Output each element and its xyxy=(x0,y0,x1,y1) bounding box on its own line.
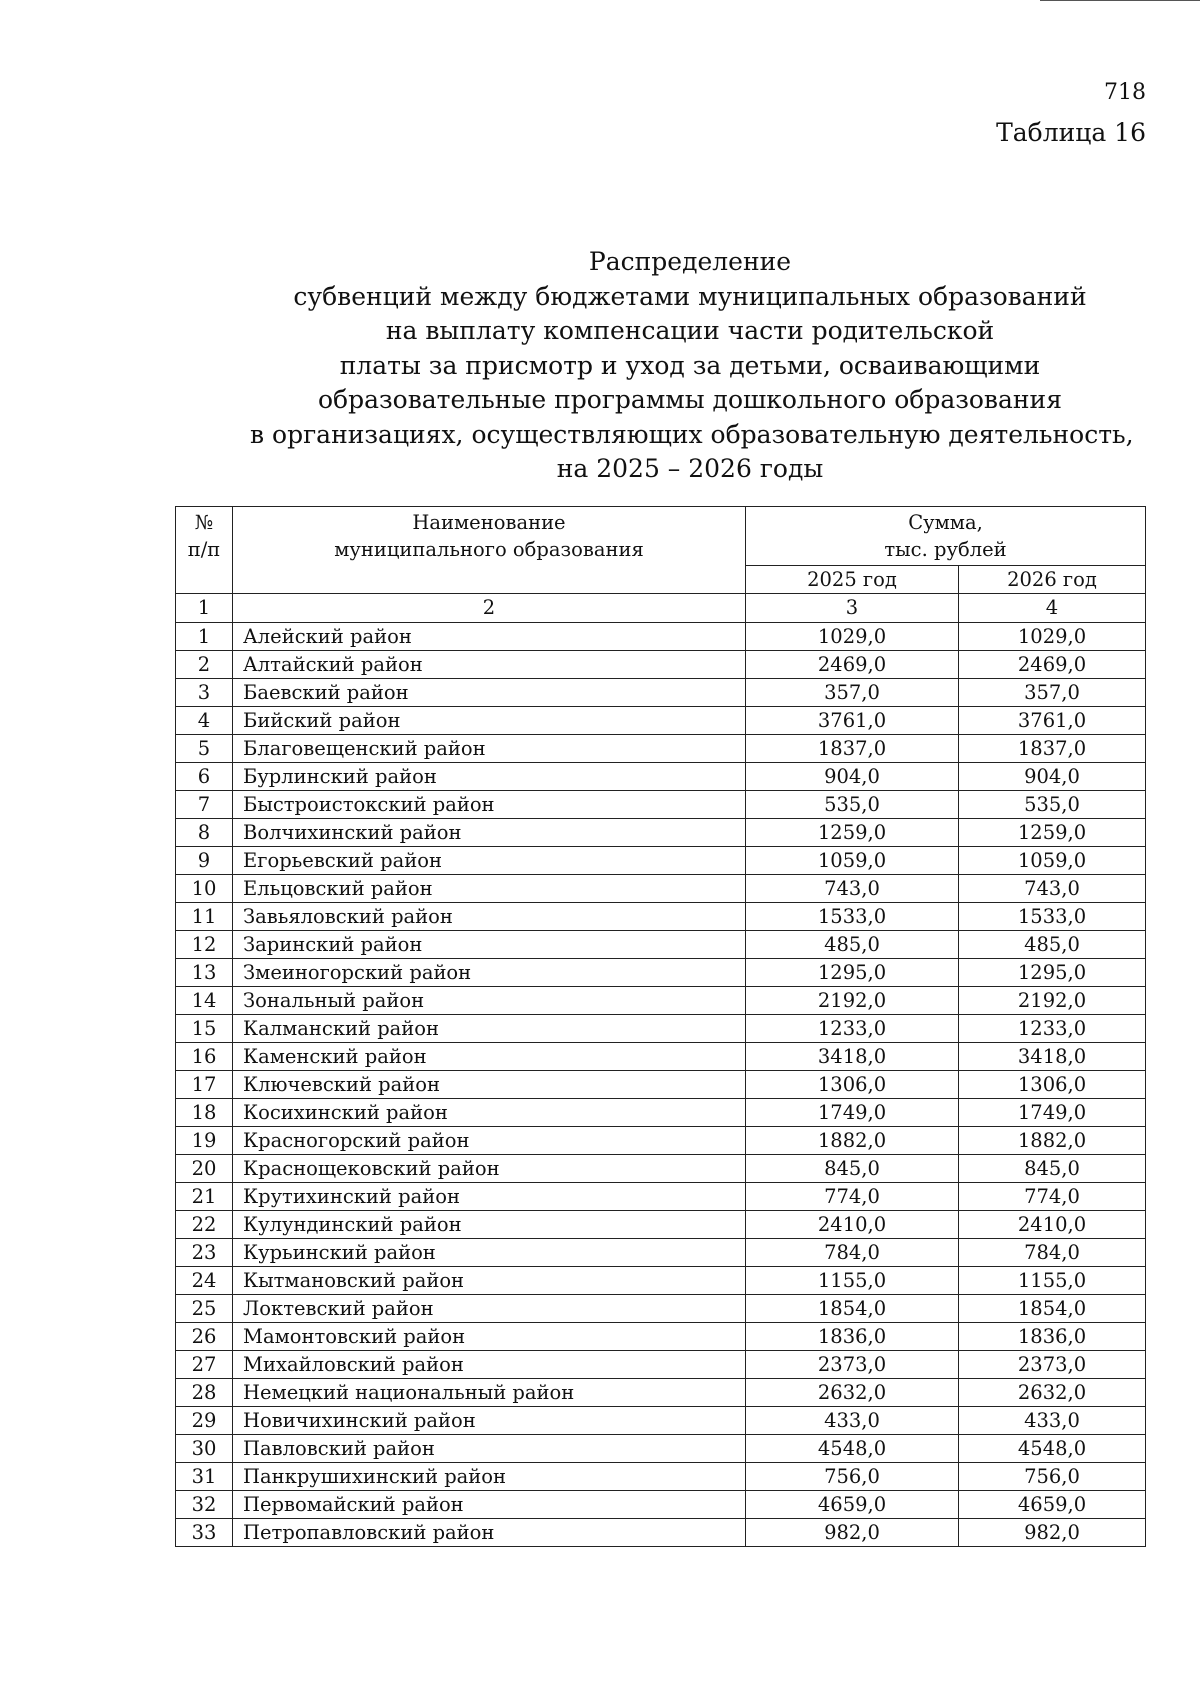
row-number: 2 xyxy=(176,651,233,679)
row-sum-2025: 845,0 xyxy=(746,1155,959,1183)
row-number: 3 xyxy=(176,679,233,707)
row-number: 13 xyxy=(176,959,233,987)
row-municipality-name: Баевский район xyxy=(233,679,746,707)
table-row xyxy=(176,1295,1146,1323)
table-row xyxy=(176,735,1146,763)
header-row-number-line2: п/п xyxy=(187,538,221,561)
row-sum-2026: 433,0 xyxy=(959,1407,1146,1435)
heading-line: на 2025 – 2026 годы xyxy=(556,454,824,483)
row-municipality-name: Курьинский район xyxy=(233,1239,746,1267)
top-edge-rule xyxy=(1040,0,1200,1)
row-sum-2025: 2373,0 xyxy=(746,1351,959,1379)
row-sum-2025: 1259,0 xyxy=(746,819,959,847)
table-row xyxy=(176,1099,1146,1127)
table-row xyxy=(176,1463,1146,1491)
row-number: 18 xyxy=(176,1099,233,1127)
row-municipality-name: Кытмановский район xyxy=(233,1267,746,1295)
row-municipality-name: Бурлинский район xyxy=(233,763,746,791)
row-sum-2026: 1059,0 xyxy=(959,847,1146,875)
row-sum-2026: 904,0 xyxy=(959,763,1146,791)
header-name-line2: муниципального образования xyxy=(334,538,644,561)
table-row xyxy=(176,1183,1146,1211)
row-sum-2025: 535,0 xyxy=(746,791,959,819)
row-sum-2026: 2192,0 xyxy=(959,987,1146,1015)
row-municipality-name: Кулундинский район xyxy=(233,1211,746,1239)
header-sum xyxy=(746,507,1146,566)
row-municipality-name: Краснощековский район xyxy=(233,1155,746,1183)
table-row xyxy=(176,987,1146,1015)
heading-line: Распределение xyxy=(588,247,792,276)
row-sum-2025: 1749,0 xyxy=(746,1099,959,1127)
row-sum-2025: 1882,0 xyxy=(746,1127,959,1155)
row-number: 21 xyxy=(176,1183,233,1211)
row-sum-2026: 4659,0 xyxy=(959,1491,1146,1519)
row-sum-2026: 2410,0 xyxy=(959,1211,1146,1239)
row-number: 27 xyxy=(176,1351,233,1379)
table-row xyxy=(176,1155,1146,1183)
row-sum-2026: 1155,0 xyxy=(959,1267,1146,1295)
row-sum-2025: 743,0 xyxy=(746,875,959,903)
table-row xyxy=(176,1015,1146,1043)
column-number-2: 2 xyxy=(233,594,746,623)
row-sum-2025: 982,0 xyxy=(746,1519,959,1547)
row-number: 4 xyxy=(176,707,233,735)
row-municipality-name: Завьяловский район xyxy=(233,903,746,931)
row-number: 14 xyxy=(176,987,233,1015)
row-sum-2026: 1533,0 xyxy=(959,903,1146,931)
table-row xyxy=(176,1491,1146,1519)
table-body xyxy=(176,623,1146,1547)
row-sum-2026: 1306,0 xyxy=(959,1071,1146,1099)
table-row xyxy=(176,1323,1146,1351)
row-sum-2025: 357,0 xyxy=(746,679,959,707)
row-sum-2026: 774,0 xyxy=(959,1183,1146,1211)
row-number: 10 xyxy=(176,875,233,903)
row-sum-2026: 743,0 xyxy=(959,875,1146,903)
row-sum-2026: 784,0 xyxy=(959,1239,1146,1267)
row-sum-2026: 1029,0 xyxy=(959,623,1146,651)
document-heading xyxy=(250,245,1134,487)
row-municipality-name: Каменский район xyxy=(233,1043,746,1071)
row-sum-2026: 1259,0 xyxy=(959,819,1146,847)
table-row xyxy=(176,959,1146,987)
row-number: 7 xyxy=(176,791,233,819)
row-sum-2025: 2192,0 xyxy=(746,987,959,1015)
row-sum-2026: 357,0 xyxy=(959,679,1146,707)
row-municipality-name: Зональный район xyxy=(233,987,746,1015)
row-sum-2026: 485,0 xyxy=(959,931,1146,959)
row-number: 24 xyxy=(176,1267,233,1295)
table-row xyxy=(176,931,1146,959)
row-number: 26 xyxy=(176,1323,233,1351)
table-row xyxy=(176,1435,1146,1463)
row-municipality-name: Михайловский район xyxy=(233,1351,746,1379)
row-municipality-name: Волчихинский район xyxy=(233,819,746,847)
row-number: 11 xyxy=(176,903,233,931)
row-municipality-name: Калманский район xyxy=(233,1015,746,1043)
row-municipality-name: Змеиногорский район xyxy=(233,959,746,987)
table-row xyxy=(176,707,1146,735)
row-municipality-name: Алейский район xyxy=(233,623,746,651)
row-sum-2026: 756,0 xyxy=(959,1463,1146,1491)
row-number: 25 xyxy=(176,1295,233,1323)
row-sum-2026: 535,0 xyxy=(959,791,1146,819)
table-row xyxy=(176,1071,1146,1099)
table-row xyxy=(176,875,1146,903)
row-sum-2026: 2373,0 xyxy=(959,1351,1146,1379)
row-sum-2025: 1295,0 xyxy=(746,959,959,987)
row-sum-2025: 1533,0 xyxy=(746,903,959,931)
row-sum-2025: 3761,0 xyxy=(746,707,959,735)
table-row xyxy=(176,847,1146,875)
row-number: 1 xyxy=(176,623,233,651)
row-number: 31 xyxy=(176,1463,233,1491)
row-number: 32 xyxy=(176,1491,233,1519)
table-row xyxy=(176,1127,1146,1155)
row-sum-2026: 1233,0 xyxy=(959,1015,1146,1043)
row-number: 33 xyxy=(176,1519,233,1547)
table-row xyxy=(176,791,1146,819)
row-sum-2026: 1837,0 xyxy=(959,735,1146,763)
table-row xyxy=(176,651,1146,679)
header-year-2025: 2025 год xyxy=(746,566,959,594)
row-municipality-name: Ельцовский район xyxy=(233,875,746,903)
row-sum-2025: 1029,0 xyxy=(746,623,959,651)
row-municipality-name: Петропавловский район xyxy=(233,1519,746,1547)
row-sum-2026: 3761,0 xyxy=(959,707,1146,735)
row-number: 20 xyxy=(176,1155,233,1183)
distribution-table-wrapper xyxy=(175,506,1145,1547)
row-number: 28 xyxy=(176,1379,233,1407)
row-sum-2025: 1854,0 xyxy=(746,1295,959,1323)
row-municipality-name: Панкрушихинский район xyxy=(233,1463,746,1491)
row-sum-2025: 1233,0 xyxy=(746,1015,959,1043)
row-municipality-name: Павловский район xyxy=(233,1435,746,1463)
row-sum-2025: 2632,0 xyxy=(746,1379,959,1407)
row-sum-2025: 1836,0 xyxy=(746,1323,959,1351)
heading-line: субвенций между бюджетами муниципальных образований xyxy=(293,281,1087,311)
header-row-number-line1: № xyxy=(194,511,214,534)
column-number-3: 3 xyxy=(746,594,959,623)
row-number: 23 xyxy=(176,1239,233,1267)
row-sum-2025: 784,0 xyxy=(746,1239,959,1267)
row-sum-2025: 2469,0 xyxy=(746,651,959,679)
row-sum-2026: 982,0 xyxy=(959,1519,1146,1547)
row-sum-2026: 1854,0 xyxy=(959,1295,1146,1323)
row-sum-2025: 774,0 xyxy=(746,1183,959,1211)
table-row xyxy=(176,763,1146,791)
table-row xyxy=(176,1519,1146,1547)
table-row xyxy=(176,819,1146,847)
table-row xyxy=(176,679,1146,707)
header-name-line1: Наименование xyxy=(412,511,566,534)
row-sum-2025: 485,0 xyxy=(746,931,959,959)
header-year-2026: 2026 год xyxy=(959,566,1146,594)
heading-line: на выплату компенсации части родительской xyxy=(385,316,995,345)
table-row xyxy=(176,623,1146,651)
heading-line: в организациях, осуществляющих образовательную деятельность, xyxy=(250,419,1134,449)
row-number: 8 xyxy=(176,819,233,847)
row-municipality-name: Бийский район xyxy=(233,707,746,735)
page-number: 718 xyxy=(1104,80,1146,105)
row-municipality-name: Быстроистокский район xyxy=(233,791,746,819)
row-municipality-name: Немецкий национальный район xyxy=(233,1379,746,1407)
row-municipality-name: Косихинский район xyxy=(233,1099,746,1127)
row-sum-2025: 4548,0 xyxy=(746,1435,959,1463)
row-municipality-name: Ключевский район xyxy=(233,1071,746,1099)
row-municipality-name: Егорьевский район xyxy=(233,847,746,875)
row-sum-2025: 433,0 xyxy=(746,1407,959,1435)
row-sum-2025: 1059,0 xyxy=(746,847,959,875)
row-number: 12 xyxy=(176,931,233,959)
table-row xyxy=(176,1267,1146,1295)
row-sum-2026: 845,0 xyxy=(959,1155,1146,1183)
row-municipality-name: Крутихинский район xyxy=(233,1183,746,1211)
row-sum-2026: 1836,0 xyxy=(959,1323,1146,1351)
row-sum-2025: 756,0 xyxy=(746,1463,959,1491)
table-row xyxy=(176,1379,1146,1407)
row-sum-2025: 1155,0 xyxy=(746,1267,959,1295)
row-municipality-name: Алтайский район xyxy=(233,651,746,679)
table-row xyxy=(176,903,1146,931)
row-sum-2025: 1837,0 xyxy=(746,735,959,763)
row-sum-2025: 904,0 xyxy=(746,763,959,791)
header-municipality-name xyxy=(233,507,746,594)
row-sum-2026: 1295,0 xyxy=(959,959,1146,987)
row-sum-2026: 2632,0 xyxy=(959,1379,1146,1407)
row-number: 17 xyxy=(176,1071,233,1099)
row-number: 29 xyxy=(176,1407,233,1435)
row-number: 22 xyxy=(176,1211,233,1239)
table-row xyxy=(176,1211,1146,1239)
heading-line: платы за присмотр и уход за детьми, осваивающими xyxy=(339,350,1041,380)
table-row xyxy=(176,1043,1146,1071)
row-number: 9 xyxy=(176,847,233,875)
row-municipality-name: Первомайский район xyxy=(233,1491,746,1519)
row-sum-2025: 3418,0 xyxy=(746,1043,959,1071)
row-municipality-name: Новичихинский район xyxy=(233,1407,746,1435)
row-sum-2026: 4548,0 xyxy=(959,1435,1146,1463)
row-number: 6 xyxy=(176,763,233,791)
row-sum-2025: 1306,0 xyxy=(746,1071,959,1099)
table-label: Таблица 16 xyxy=(996,118,1146,147)
column-number-4: 4 xyxy=(959,594,1146,623)
heading-line: образовательные программы дошкольного образования xyxy=(318,385,1062,414)
header-sum-line2: тыс. рублей xyxy=(884,538,1007,561)
row-municipality-name: Локтевский район xyxy=(233,1295,746,1323)
row-sum-2026: 1749,0 xyxy=(959,1099,1146,1127)
row-number: 5 xyxy=(176,735,233,763)
header-sum-line1: Сумма, xyxy=(908,511,983,534)
table-row xyxy=(176,1239,1146,1267)
row-number: 19 xyxy=(176,1127,233,1155)
table-row xyxy=(176,1407,1146,1435)
row-sum-2025: 4659,0 xyxy=(746,1491,959,1519)
column-number-1: 1 xyxy=(176,594,233,623)
row-sum-2026: 2469,0 xyxy=(959,651,1146,679)
row-sum-2025: 2410,0 xyxy=(746,1211,959,1239)
row-sum-2026: 3418,0 xyxy=(959,1043,1146,1071)
table-row xyxy=(176,1351,1146,1379)
header-row-number xyxy=(176,507,233,594)
row-number: 15 xyxy=(176,1015,233,1043)
row-number: 16 xyxy=(176,1043,233,1071)
row-municipality-name: Красногорский район xyxy=(233,1127,746,1155)
row-municipality-name: Заринский район xyxy=(233,931,746,959)
row-municipality-name: Благовещенский район xyxy=(233,735,746,763)
row-sum-2026: 1882,0 xyxy=(959,1127,1146,1155)
row-number: 30 xyxy=(176,1435,233,1463)
row-municipality-name: Мамонтовский район xyxy=(233,1323,746,1351)
distribution-table xyxy=(175,506,1146,1547)
